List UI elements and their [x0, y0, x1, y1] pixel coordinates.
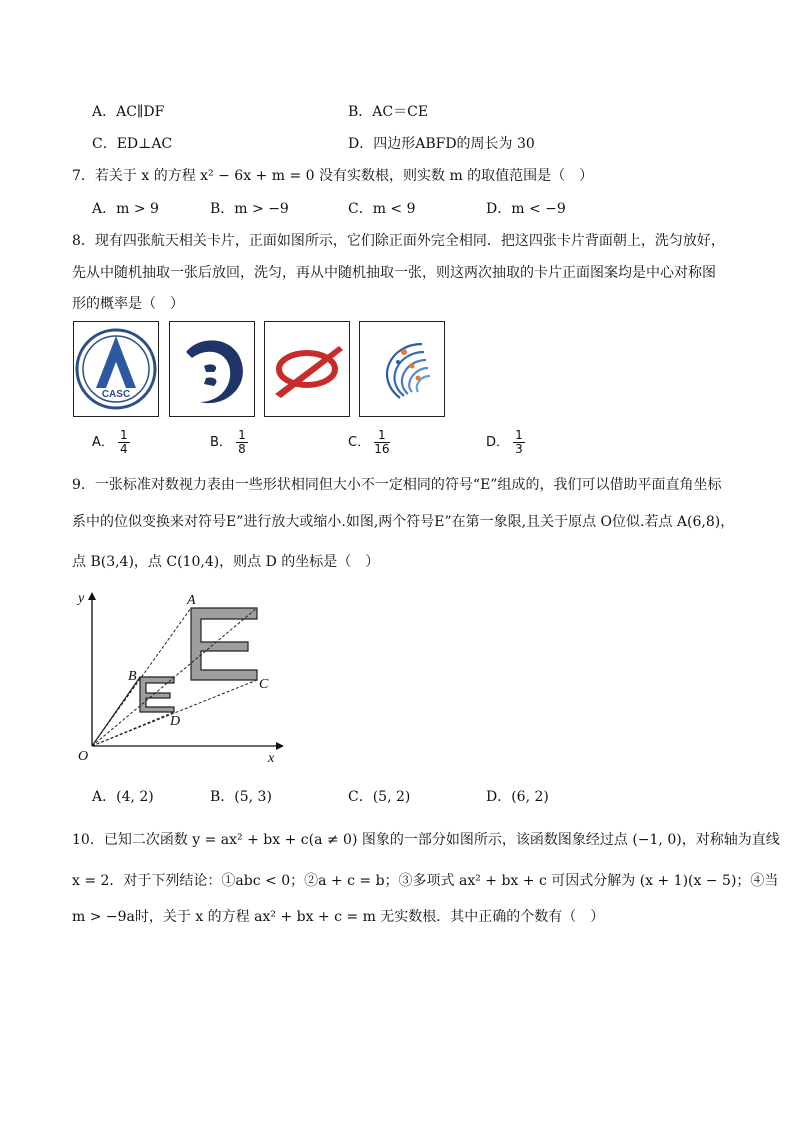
label-b: B — [128, 669, 137, 684]
q10-stem-line2: x = 2．对于下列结论：①abc < 0；②a + c = b；③多项式 ax² + bx + c 可因式分解为 (x + 1)(x − 5)；④当 — [72, 873, 779, 889]
card-orbit-logo — [359, 321, 445, 417]
card-brush-logo — [169, 321, 255, 417]
x-axis-arrow — [276, 742, 284, 750]
q7-option-d: D．m < −9 — [486, 201, 566, 217]
q9-stem-line3: 点 B(3,4)，点 C(10,4)，则点 D 的坐标是（ ） — [72, 554, 380, 570]
q9-option-d: D．(6, 2) — [486, 789, 549, 805]
q6-option-c: C．ED⊥AC — [92, 136, 173, 152]
orbit-logo-image — [360, 322, 444, 416]
label-c: C — [259, 677, 269, 692]
q9-option-c: C．(5, 2) — [348, 789, 411, 805]
q6-option-b: B．AC＝CE — [348, 104, 429, 120]
q8-option-a-label: A． — [92, 435, 114, 450]
q9-option-a: A．(4, 2) — [92, 789, 154, 805]
big-e-shape — [191, 608, 257, 680]
label-y: y — [78, 591, 85, 606]
label-a: A — [187, 593, 196, 608]
casc-logo-image — [74, 322, 158, 416]
q8-stem-line3: 形的概率是（ ） — [72, 296, 184, 312]
q8-option-b-num: 1 — [238, 428, 246, 442]
q9-stem-line2: 系中的位似变换来对符号E”进行放大或缩小.如图,两个符号E”在第一象限,且关于原点 O位似.若点 A(6,8)， — [72, 514, 735, 530]
q8-option-a-fraction — [118, 429, 130, 456]
q8-option-c-den: 16 — [374, 442, 390, 456]
q9-stem-line1: 9．一张标准对数视力表由一些形状相同但大小不一定相同的符号“E”组成的，我们可以借助平面直角坐标 — [72, 477, 722, 493]
card-red-logo — [264, 321, 350, 417]
q8-option-b-label: B． — [210, 435, 232, 450]
q8-option-a-num: 1 — [120, 428, 128, 442]
q8-option-b — [210, 429, 248, 456]
q8-stem-line1: 8．现有四张航天相关卡片，正面如图所示，它们除正面外完全相同．把这四张卡片背面朝上，洗匀放好， — [72, 233, 725, 249]
q8-option-d-fraction — [513, 429, 525, 456]
q8-option-c-fraction — [374, 429, 389, 456]
brush-logo-image — [170, 322, 254, 416]
q8-option-c — [348, 429, 390, 456]
q7-option-c: C．m < 9 — [348, 201, 416, 217]
q8-option-a — [92, 429, 130, 456]
q7-option-b: B．m > −9 — [210, 201, 289, 217]
q7-option-a: A．m > 9 — [92, 201, 159, 217]
q9-option-b: B．(5, 3) — [210, 789, 272, 805]
q6-option-d: D．四边形ABFD的周长为 30 — [348, 136, 535, 152]
q8-option-d-label: D． — [486, 435, 510, 450]
q8-option-c-label: C． — [348, 435, 371, 450]
q7-stem: 7．若关于 x 的方程 x² − 6x + m = 0 没有实数根，则实数 m 的取值范围是（ ） — [72, 168, 594, 184]
q8-option-b-den: 8 — [238, 442, 246, 456]
casc-text: CASC — [101, 389, 131, 400]
small-e-shape — [140, 677, 174, 712]
label-d: D — [170, 714, 181, 729]
q8-option-c-num: 1 — [374, 429, 389, 443]
q10-stem-line1: 10．已知二次函数 y = ax² + bx + c(a ≠ 0) 图象的一部分如图所示，该函数图象经过点 (−1, 0)，对称轴为直线 — [72, 832, 780, 848]
q10-stem-line3: m > −9a时，关于 x 的方程 ax² + bx + c = m 无实数根．其中正确的个数有（ ） — [72, 909, 605, 925]
label-x: x — [268, 751, 275, 766]
q8-option-d-num: 1 — [515, 428, 523, 442]
red-logo-image — [265, 322, 349, 416]
q6-option-a: A．AC∥DF — [92, 104, 165, 120]
q8-option-d — [486, 429, 525, 456]
q8-option-a-den: 4 — [120, 442, 128, 456]
y-axis-arrow — [88, 592, 96, 600]
card-casc-logo — [73, 321, 159, 417]
label-o: O — [78, 749, 89, 764]
q9-figure — [70, 590, 290, 770]
q8-option-d-den: 3 — [515, 442, 523, 456]
q8-option-b-fraction — [236, 429, 248, 456]
q8-stem-line2: 先从中随机抽取一张后放回，洗匀，再从中随机抽取一张，则这两次抽取的卡片正面图案均是中心对称图 — [72, 265, 716, 281]
